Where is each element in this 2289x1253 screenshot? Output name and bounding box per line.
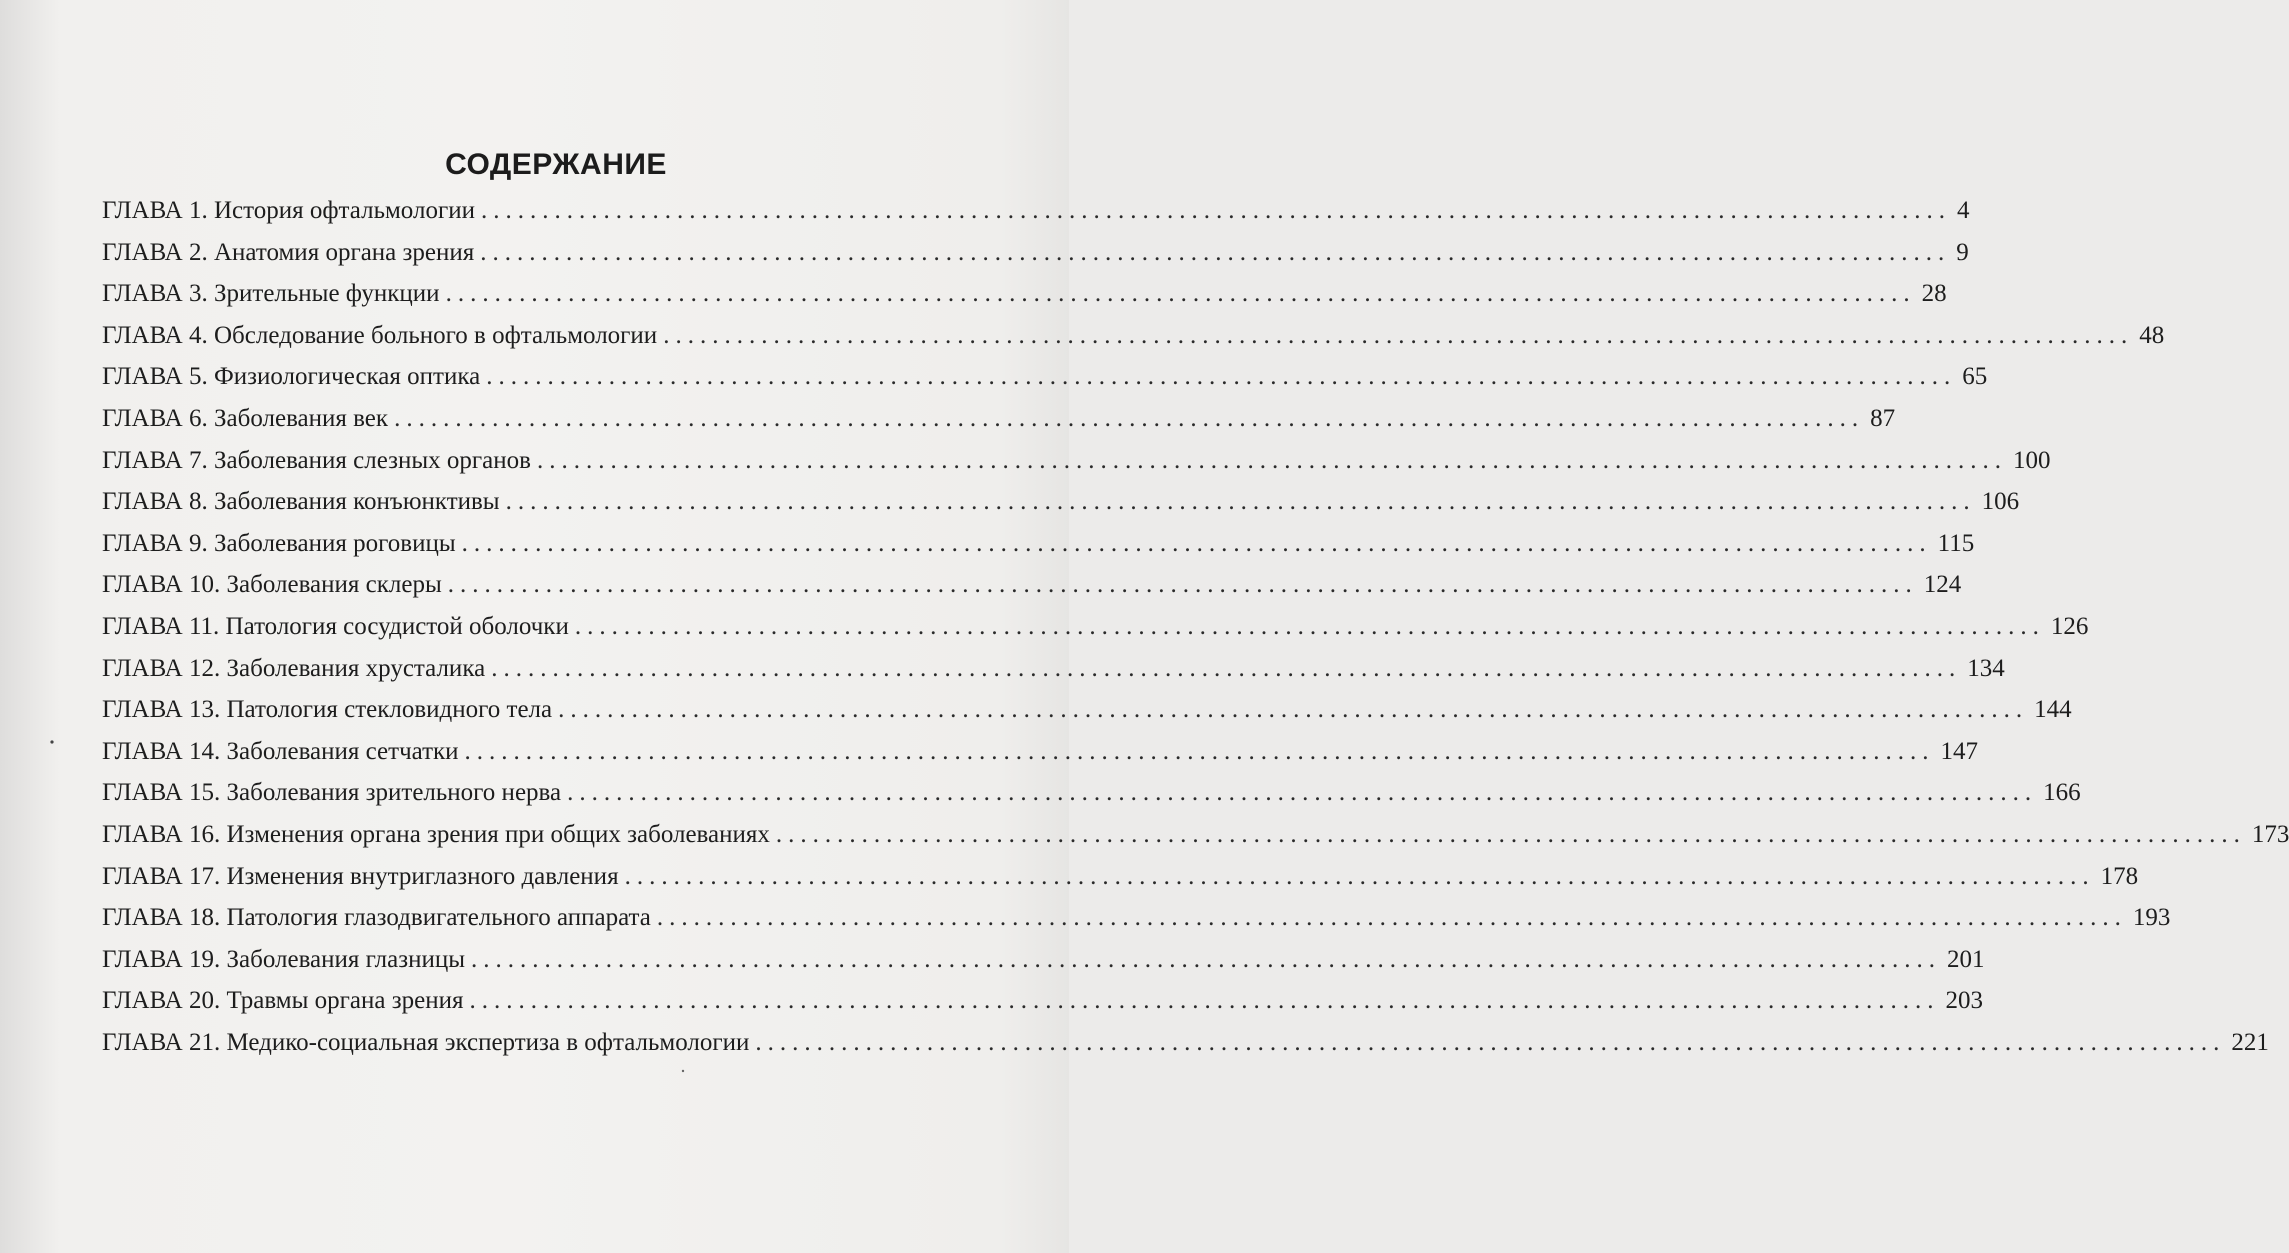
toc-entry-page: 166 xyxy=(2043,779,2081,807)
toc-entry-page: 221 xyxy=(2231,1028,2269,1056)
toc-entry-label: ГЛАВА 3. Зрительные функции xyxy=(102,280,440,308)
toc-entry-page: 115 xyxy=(1937,529,1975,557)
dot-leader: ........................................................................................................................ xyxy=(394,404,1865,432)
toc-entry-page: 178 xyxy=(2100,862,2139,890)
toc-entry-page: 28 xyxy=(1921,280,1947,308)
toc-entry-page: 106 xyxy=(1981,488,2020,516)
dot-leader: ........................................................................................................................ xyxy=(624,862,2095,890)
dot-leader: ........................................................................................................................ xyxy=(536,446,2007,474)
dot-leader: ........................................................................................................................ xyxy=(755,1028,2226,1056)
toc-entry-label: ГЛАВА 19. Заболевания глазницы xyxy=(102,945,466,973)
toc-entry-label: ГЛАВА 8. Заболевания конъюнктивы xyxy=(102,488,500,516)
toc-entry-page: 9 xyxy=(1956,238,1969,266)
toc-entry-label: ГЛАВА 7. Заболевания слезных органов xyxy=(102,446,531,474)
dot-leader: ........................................................................................................................ xyxy=(558,696,2029,724)
toc-entry-page: 201 xyxy=(1947,945,1985,973)
dot-leader: ........................................................................................................................ xyxy=(491,654,1962,682)
toc-entry-label: ГЛАВА 12. Заболевания хрусталика xyxy=(102,654,486,682)
dot-leader: ........................................................................................................................ xyxy=(480,197,1951,224)
toc-entry-label: ГЛАВА 14. Заболевания сетчатки xyxy=(102,737,459,765)
speck xyxy=(682,1070,684,1072)
toc-entry-page: 126 xyxy=(2050,612,2089,640)
dot-leader: ........................................................................................................................ xyxy=(567,779,2038,807)
dot-leader: ........................................................................................................................ xyxy=(461,529,1932,557)
toc-entry-label: ГЛАВА 17. Изменения внутриглазного давления xyxy=(102,862,619,890)
toc-entry-page: 65 xyxy=(1962,363,1988,391)
toc-entry-label: ГЛАВА 10. Заболевания склеры xyxy=(102,571,442,599)
dot-leader: ........................................................................................................................ xyxy=(480,238,1951,266)
scan-specks xyxy=(0,0,1069,1253)
dot-leader: ........................................................................................................................ xyxy=(447,571,1918,599)
toc-entry-page: 87 xyxy=(1870,404,1896,432)
dot-leader: ........................................................................................................................ xyxy=(656,904,2127,932)
toc-entry-label: ГЛАВА 6. Заболевания век xyxy=(102,404,389,432)
toc-entry-page: 48 xyxy=(2139,321,2165,349)
toc-entry-label: ГЛАВА 2. Анатомия органа зрения xyxy=(102,238,475,266)
toc-entry-label: ГЛАВА 4. Обследование больного в офтальмологии xyxy=(102,321,658,349)
toc-entry-page: 193 xyxy=(2132,904,2171,932)
dot-leader: ........................................................................................................................ xyxy=(469,987,1940,1015)
toc-entry-label: ГЛАВА 11. Патология сосудистой оболочки xyxy=(102,612,569,640)
toc-entry-page: 4 xyxy=(1956,197,1970,224)
toc-entry-label: ГЛАВА 15. Заболевания зрительного нерва xyxy=(102,779,562,807)
toc-entry-label: ГЛАВА 21. Медико-социальная экспертиза в офтальмологии xyxy=(102,1028,750,1056)
toc-entry-page: 173 xyxy=(2251,820,2289,848)
toc-entry-page: 147 xyxy=(1940,737,1979,765)
toc-entry-page: 124 xyxy=(1923,571,1962,599)
dot-leader: ........................................................................................................................ xyxy=(471,945,1942,973)
toc-entry-label: ГЛАВА 5. Физиологическая оптика xyxy=(102,363,481,391)
toc-entry-page: 100 xyxy=(2012,446,2051,474)
toc-entry-label: ГЛАВА 16. Изменения органа зрения при общих заболеваниях xyxy=(102,820,770,848)
toc-entry-page: 203 xyxy=(1945,987,1983,1015)
toc-entry-label: ГЛАВА 1. История офтальмологии xyxy=(102,197,475,224)
dot-leader: ........................................................................................................................ xyxy=(464,737,1935,765)
toc-entry-page: 144 xyxy=(2034,696,2072,724)
toc-entry-label: ГЛАВА 9. Заболевания роговицы xyxy=(102,529,456,557)
toc-entry-label: ГЛАВА 18. Патология глазодвигательного аппарата xyxy=(102,904,651,932)
dot-leader: ........................................................................................................................ xyxy=(505,488,1976,516)
dot-leader: ........................................................................................................................ xyxy=(574,612,2045,640)
page-title: СОДЕРЖАНИЕ xyxy=(445,148,667,182)
toc-entry-page: 134 xyxy=(1967,654,2005,682)
speck xyxy=(50,740,53,743)
toc-entry-label: ГЛАВА 13. Патология стекловидного тела xyxy=(102,696,553,724)
dot-leader: ........................................................................................................................ xyxy=(663,321,2134,349)
dot-leader: ........................................................................................................................ xyxy=(445,280,1916,308)
dot-leader: ........................................................................................................................ xyxy=(775,820,2246,848)
toc-entry-label: ГЛАВА 20. Травмы органа зрения xyxy=(102,987,464,1015)
dot-leader: ........................................................................................................................ xyxy=(486,363,1957,391)
